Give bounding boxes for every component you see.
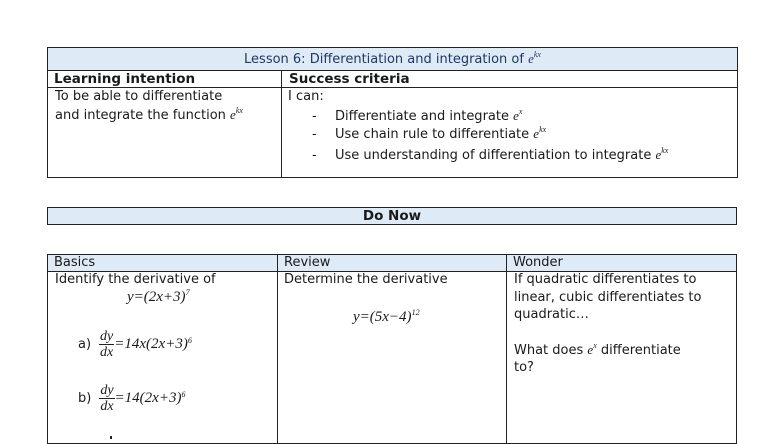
lesson-col-divider xyxy=(281,71,282,178)
review-function: $y=(5x-4)^{12}$ xyxy=(353,308,420,325)
basics-option-c-marker xyxy=(110,436,112,439)
learning-intention-header: Learning intention xyxy=(54,71,196,87)
criteria-item: - Use chain rule to differentiate $e^{kx}$ xyxy=(312,125,547,142)
basics-header: Basics xyxy=(54,255,96,270)
criteria-item: - Differentiate and integrate $e^x$ xyxy=(312,107,523,124)
basics-function: $y=(2x+3)^7$ xyxy=(127,288,190,305)
criteria-intro: I can: xyxy=(288,89,324,104)
tasks-col-divider-1 xyxy=(277,254,278,444)
intention-line-2: and integrate the function $e^{kx}$ xyxy=(55,106,243,123)
wonder-line-1: If quadratic differentiates to xyxy=(514,272,697,287)
review-prompt: Determine the derivative xyxy=(284,272,448,287)
basics-option-a: a) $\frac{dy}{dx}$ $=14x(2x+3)^6$ xyxy=(78,329,192,360)
lesson-header-divider xyxy=(47,87,738,88)
basics-option-b: b) $\frac{dy}{dx}$ $=14(2x+3)^6$ xyxy=(78,383,186,414)
wonder-header: Wonder xyxy=(513,255,563,270)
intention-line-1: To be able to differentiate xyxy=(55,89,223,104)
lesson-title: Lesson 6: Differentiation and integration of $e^{kx}$ xyxy=(244,50,541,67)
wonder-line-2: linear, cubic differentiates to xyxy=(514,290,702,305)
tasks-col-divider-2 xyxy=(506,254,507,444)
wonder-question-line-2: to? xyxy=(514,360,534,375)
do-now-title: Do Now xyxy=(362,208,422,224)
basics-prompt: Identify the derivative of xyxy=(55,272,216,287)
wonder-question: What does $e^x$ differentiate xyxy=(514,341,681,358)
review-header: Review xyxy=(284,255,331,270)
tasks-header-row xyxy=(48,255,736,271)
criteria-item: - Use understanding of differentiation to integrate $e^{kx}$ xyxy=(312,146,669,163)
success-criteria-header: Success criteria xyxy=(289,71,410,87)
wonder-line-3: quadratic… xyxy=(514,307,589,322)
